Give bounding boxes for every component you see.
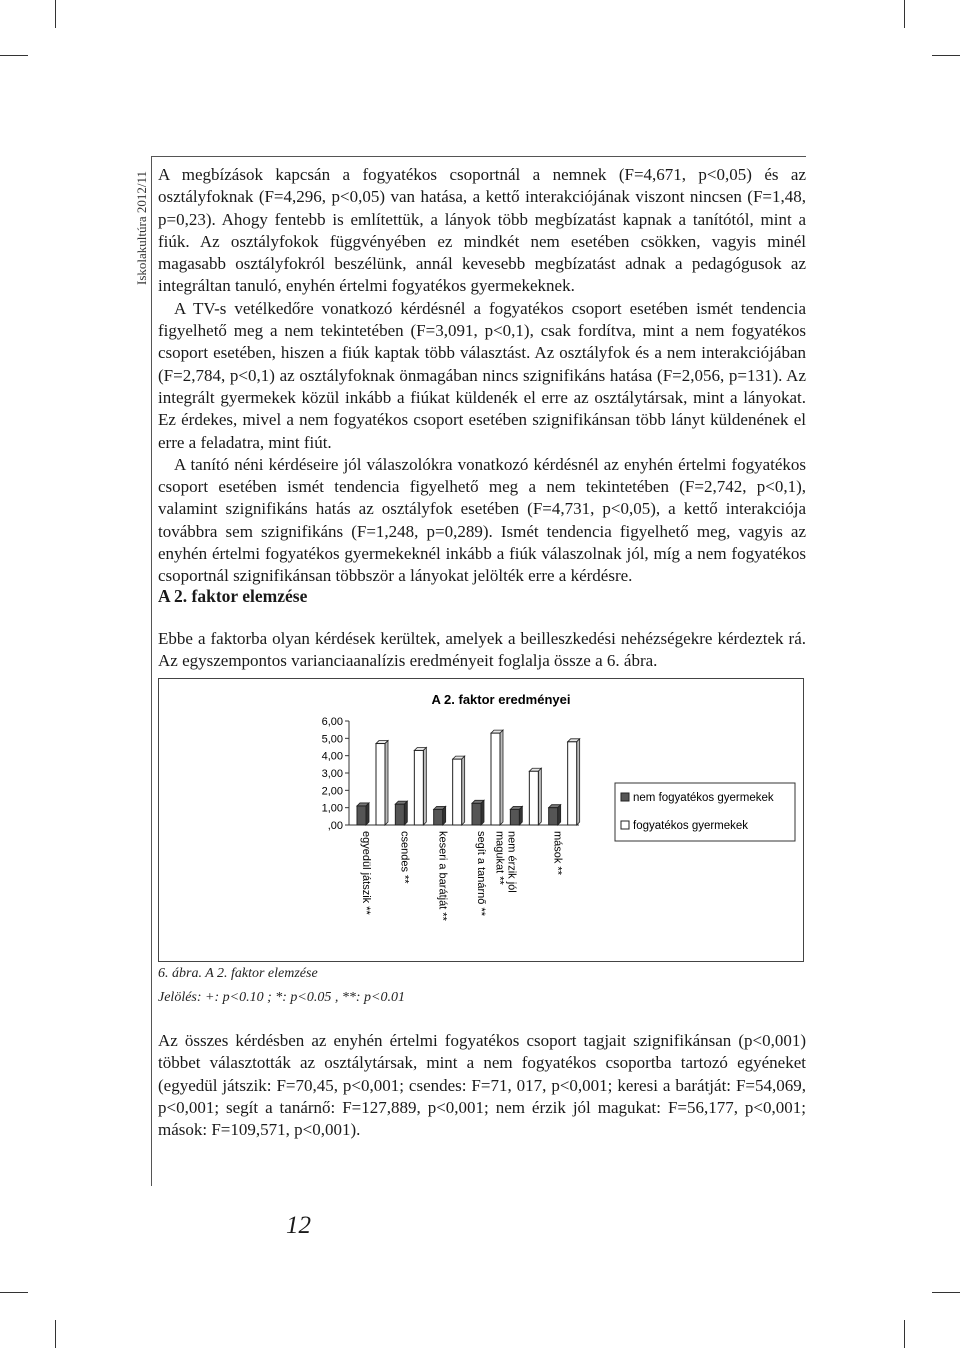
category-label: csendes ** [398,831,411,884]
body-text-top [158,164,806,588]
bar [357,806,366,825]
crop-mark [55,1320,56,1348]
y-tick-label: 6,00 [321,716,343,728]
bar [491,733,500,825]
bar-chart [159,679,803,961]
y-tick-label: ,00 [327,820,343,832]
crop-mark [0,55,28,56]
bar [472,803,481,825]
bar [529,771,538,825]
bar [568,742,577,825]
y-tick-label: 4,00 [321,750,343,763]
category-label: mások ** [551,831,564,876]
legend-swatch [621,821,629,829]
y-tick-label: 1,00 [321,802,343,815]
chart-title: A 2. faktor eredményei [431,692,571,707]
y-tick-label: 2,00 [321,785,343,798]
category-label: egyedül játszik ** [360,831,372,915]
bar [549,808,558,825]
category-label: keseri a barátját ** [436,831,449,921]
bar [376,744,385,825]
right-rule [806,156,807,1186]
crop-mark [904,1320,905,1348]
margin-rule [151,156,152,1186]
bar [453,759,462,825]
figure-note: Jelölés: +: p<0.10 ; *: p<0.05 , **: p<0.01 [158,990,405,1005]
closing-paragraph [158,1030,806,1141]
legend-label: nem fogyatékos gyermekek [633,792,774,804]
crop-mark [0,1292,28,1293]
top-rule [151,156,807,157]
bar [510,809,519,825]
crop-mark [904,0,905,28]
section-heading: A 2. faktor elemzése [158,586,308,606]
bar [414,750,423,825]
y-tick-label: 5,00 [321,733,343,746]
paragraph: A megbízások kapcsán a fogyatékos csoportnál a nemnek (F=4,671, p<0,05) és az osztályfoknak (F=4,296, p<0,05) van hatása, a kettő interakciójának viszont nincsen (F=1,48, p=0,23). Ahogy fentebb is említettük, a lányok több megbízatást kapnak a tanítótól, mint a fiúk. Az osztályfokok függvényében ez mindkét nem esetében csökken, vagyis minél magasabb osztályfokról beszélünk, annál kevesebb megbízatást adnak a pedagógusok az integráltan tanuló, enyhén értelmi fogyatékos gyermekeknek. [158,165,806,296]
y-tick-label: 3,00 [321,768,343,780]
category-label: nem érzik jólmagukat ** [493,831,518,893]
journal-sidebar-label: Iskolakultúra 2012/11 [134,171,149,285]
legend-label: fogyatékos gyermekek [633,820,749,832]
paragraph: A TV-s vetélkedőre vonatkozó kérdésnél a fogyatékos csoport esetében ismét tendencia figyelhető meg a nem tekintetében (F=3,091, p<0,1), csak fordítva, mint a nem fogyatékos csoport esetében, hiszen a fiúk kaptak több választást. Az osztályfok és a nem interakciójában (F=2,784, p<0,1) az osztályfoknak önmagában nincs szignifikáns hatása (F=2,056, p=131). Az integrált gyermekek közül inkább a fiúkat küldenék el erre az osztálytársak, mint a lányokat. Ez érdekes, mivel a nem fogyatékos csoport esetében szignifikánsan több lányt küldenének el erre a feladatra, mint fiút. [158,298,806,452]
paragraph: Ebbe a faktorba olyan kérdések kerültek, amelyek a beilleszkedési nehézségekre kérdeztek rá. Az egyszempontos varianciaanalízis eredményeit foglalja össze a 6. ábra. [158,629,806,671]
paragraph: Az összes kérdésben az enyhén értelmi fogyatékos csoport tagjait szignifikánsan (p<0,001) többet választották az osztálytársak, mint a nem fogyatékos csoportba tartozó egyéneket (egyedül játszik: F=70,45, p<0,001; csendes: F=71, 017, p<0,001; keresi a barátját: F=54,069, p<0,001; segít a tanárnő: F=127,889, p<0,001; nem érzik jól magukat: F=56,177, p<0,001; mások: F=109,571, p<0,001). [158,1031,806,1140]
bar [434,809,443,825]
legend-swatch [621,793,629,801]
bar [395,804,404,825]
page-number: 12 [286,1212,311,1239]
figure-caption: 6. ábra. A 2. faktor elemzése [158,966,318,981]
category-label: segít a tanárnő ** [475,831,487,917]
intro-paragraph [158,628,806,673]
crop-mark [55,0,56,28]
chart-figure [158,678,804,962]
crop-mark [932,55,960,56]
paragraph: A tanító néni kérdéseire jól válaszolókra vonatkozó kérdésnél az enyhén értelmi fogyatékos csoport esetében ismét tendencia figyelhető meg a nem tekintetében (F=2,742, p<0,1), valamint szignifikáns hatás az osztályfok esetében (F=4,731, p<0,05), a kettő interakciója továbbra sem szignifikáns (F=1,248, p=0,289). Ismét tendencia figyelhető meg, vagyis az enyhén értelmi fogyatékos gyermekeknél inkább a fiúk válaszolnak jól, míg a nem fogyatékos csoportnál szignifikánsan többször a lányokat jelölték erre a kérdésre. [158,454,806,586]
crop-mark [932,1292,960,1293]
